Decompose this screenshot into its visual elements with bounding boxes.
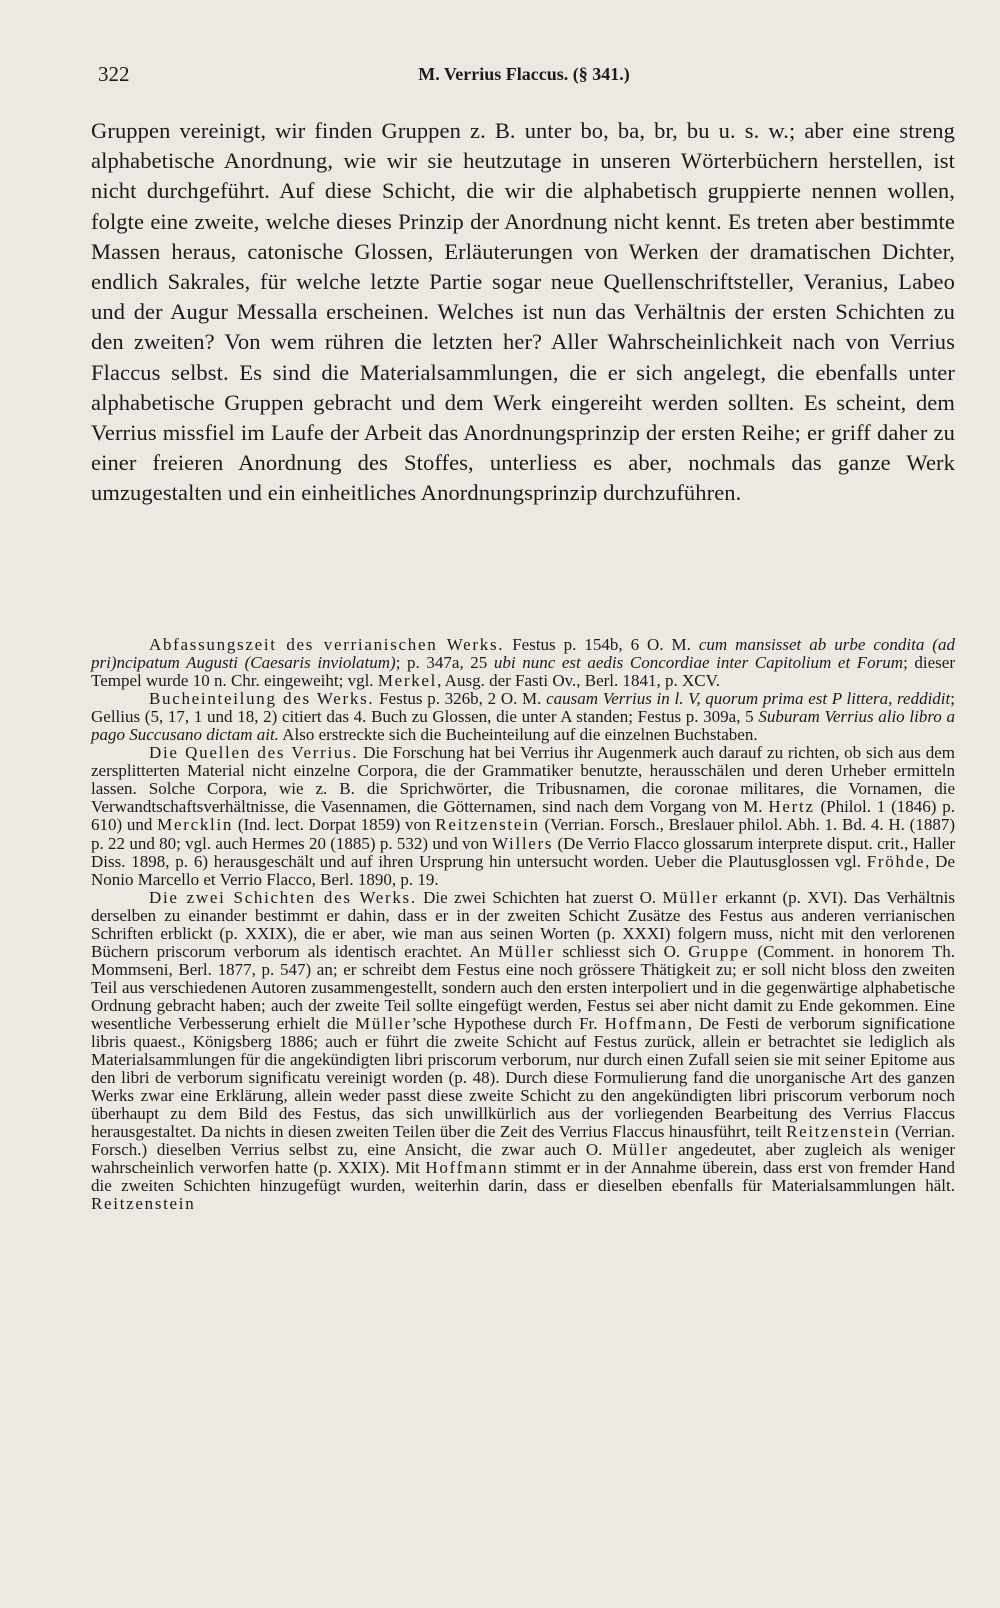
author-name: Mercklin — [157, 815, 234, 835]
note-abfassungszeit — [91, 636, 955, 690]
note-text: ; p. 347a, 25 — [395, 653, 494, 673]
note-quote: causam Verrius in l. V, quorum prima est P littera, reddidit — [546, 689, 951, 709]
author-name: Reitzenstein — [435, 815, 540, 835]
note-text: erkannt (p. XVI). Das Verhältnis derselben zu einander bestimmt er dahin, dass er in der zweiten Schicht Zusätze des Festus aus anderen verrianischen Schriften erblickt (p. XXIX), die er aber, wie man aus seinen Worten (p. XXXI) folgern muss, nicht mit den verlorenen Büchern priscorum verborum als identisch erachtet. An — [91, 887, 956, 961]
author-name: Willers — [491, 833, 554, 853]
note-text: schliesst sich O. — [554, 941, 689, 961]
note-text: , Ausg. der Fasti Ov., Berl. 1841, p. XCV. — [437, 671, 720, 691]
author-name: Müller — [355, 1013, 412, 1033]
note-text: (Verrian. Forsch.) dieselben Verrius selbst zu, eine Ansicht, die zwar auch O. — [91, 1122, 955, 1160]
note-heading: Abfassungszeit des verrianischen Werks. — [149, 635, 505, 654]
main-paragraph: Gruppen vereinigt, wir finden Gruppen z. B. unter bo, ba, br, bu u. s. w.; aber eine streng alphabetische Anordnung, wie wir sie heutzutage in unseren Wörterbüchern herstellen, ist nicht durchgeführt. Auf diese Schicht, die wir die alphabetisch gruppierte nennen wollen, folgte eine zweite, welche dieses Prinzip der Anordnung nicht kennt. Es treten aber bestimmte Massen heraus, catonische Glossen, Erläuterungen von Werken der dramatischen Dichter, endlich Sakrales, für welche letzte Partie sogar neue Quellenschriftsteller, Veranius, Labeo und der Augur Messalla erscheinen. Welches ist nun das Verhältnis der ersten Schichten zu den zweiten? Von wem rühren die letzten her? Aller Wahrscheinlichkeit nach von Verrius Flaccus selbst. Es sind die Materialsammlungen, die er sich angelegt, die ebenfalls unter alphabetische Gruppen gebracht und dem Werk eingereiht werden sollten. Es scheint, dem Verrius missfiel im Laufe der Arbeit das Anordnungsprinzip der ersten Reihe; er griff daher zu einer freieren Anordnung des Stoffes, unterliess es aber, nochmals das ganze Werk umzugestalten und ein einheitliches Anordnungsprinzip durchzuführen. — [91, 118, 955, 506]
author-name: Merkel — [377, 671, 438, 691]
author-name: Hoffmann — [425, 1158, 509, 1178]
note-quote: ubi nunc est aedis Concordiae inter Capitolium et Forum — [493, 653, 904, 673]
author-name: Reitzenstein — [786, 1122, 891, 1142]
author-name: Hoffmann — [604, 1013, 688, 1033]
note-text: Die zwei Schichten hat zuerst O. — [416, 887, 663, 907]
note-text: (Ind. lect. Dorpat 1859) von — [233, 815, 436, 835]
author-name: Hertz — [768, 797, 815, 817]
note-text: (Comment. in honorem Th. Mommseni, Berl. 1877, p. 547) an; er schreibt dem Festus eine noch grössere Thätigkeit zu; er soll nicht bloss den zweiten Teil aus verschiedenen Autoren zusammengestellt, sondern auch den ersten interpoliert und in die gegenwärtige alphabetische Ordnung gebracht haben; auch der zweite Teil sollte eingefügt werden, Festus sei aber nicht damit zu Ende gekommen. Eine wesentliche Verbesserung erhielt die — [91, 941, 955, 1033]
note-heading: Die Quellen des Verrius. — [149, 743, 359, 763]
note-text: , De Nonio Marcello et Verrio Flacco, Berl. 1890, p. 19. — [91, 851, 955, 889]
note-heading: Die zwei Schichten des Werks. — [149, 887, 417, 907]
note-text: , De Festi de verborum significatione libris quaest., Königsberg 1886; auch er führt die zweite Schicht auf Festus zurück, allein er betrachtet sie lediglich als Materialsammlungen für die angekündigten libri priscorum verborum, nur durch einen Zufall seien sie mit seiner Epitome aus den libri de verborum significatu vereinigt worden (p. 48). Durch diese Formulierung fand die unorganische Art des ganzen Werks zwar eine Erklärung, allein weder passt diese zweite Schicht zu den angekündigten libri priscorum verborum noch überhaupt zu dem Bild des Festus, das sich unwillkürlich aus der vorliegenden Bearbeitung des Verrius Flaccus herausgestaltet. Da nichts in diesen zweiten Teilen über die Zeit des Verrius Flaccus hinausführt, teilt — [91, 1013, 955, 1142]
author-name: Reitzenstein — [91, 1194, 196, 1214]
note-text: ; Gellius (5, 17, 1 und 18, 2) citiert das 4. Buch zu Glossen, die unter A standen; Festus p. 309a, 5 — [91, 689, 955, 727]
author-name: Müller — [662, 887, 719, 907]
note-text: (Verrian. Forsch., Breslauer philol. Abh. 1. Bd. 4. H. (1887) p. 22 und 80; vgl. auch Hermes 20 (1885) p. 532) und von — [91, 815, 955, 853]
author-name: Müller — [498, 941, 555, 961]
note-quote: Suburam Verrius alio libro a pago Succusano dictam ait. — [91, 707, 955, 745]
note-text: (Philol. 1 (1846) p. 610) und — [91, 797, 955, 835]
note-quellen — [91, 744, 955, 888]
page-header — [98, 62, 950, 92]
note-quote: cum mansisset ab urbe condita (ad pri)ncipatum Augusti (Caesaris inviolatum) — [91, 635, 955, 673]
note-text: angedeutet, aber zugleich als weniger wahrscheinlich verworfen hatte (p. XXIX). Mit — [91, 1140, 955, 1178]
note-text: stimmt er in der Annahme überein, dass erst von fremder Hand die zweiten Schichten hinzugefügt wurden, weiterhin darin, dass er dieselben ebenfalls für Materialsammlungen hält. — [91, 1158, 956, 1196]
note-text: Festus p. 154b, 6 O. M. — [504, 635, 699, 654]
note-text: ’sche Hypothese durch Fr. — [411, 1013, 605, 1033]
page-number: 322 — [98, 62, 130, 86]
note-text: Also erstreckte sich die Bucheinteilung auf die einzelnen Buchstaben. — [278, 725, 758, 745]
author-name: Gruppe — [688, 941, 750, 961]
author-name: Fröhde — [866, 851, 926, 871]
note-schichten — [91, 889, 955, 1214]
note-text: Die Forschung hat bei Verrius ihr Augenmerk auch darauf zu richten, ob sich aus dem zersplitterten Material nicht einzelne Corpora, die der Grammatiker benutzte, herausschälen und deren Urheber ermitteln lassen. Solche Corpora, wie z. B. die Sprichwörter, die Tribusnamen, die coronae militares, die Vornamen, die Verwandtschaftsverhältnisse, die Vasennamen, die Götternamen, sind nach dem Vorgang von M. — [91, 743, 955, 817]
note-text: (De Verrio Flacco glossarum interprete disput. crit., Haller Diss. 1898, p. 6) herausgeschält und auf ihren Ursprung hin untersucht worden. Ueber die Plautusglossen vgl. — [91, 833, 955, 871]
note-text: ; dieser Tempel wurde 10 n. Chr. eingeweiht; vgl. — [91, 653, 955, 691]
note-text: Festus p. 326b, 2 O. M. — [374, 689, 547, 709]
author-name: Müller — [612, 1140, 669, 1160]
running-title: M. Verrius Flaccus. (§ 341.) — [418, 64, 630, 84]
note-heading: Bucheinteilung des Werks. — [149, 689, 375, 709]
notes-section — [91, 636, 955, 1214]
note-bucheinteilung — [91, 690, 955, 744]
